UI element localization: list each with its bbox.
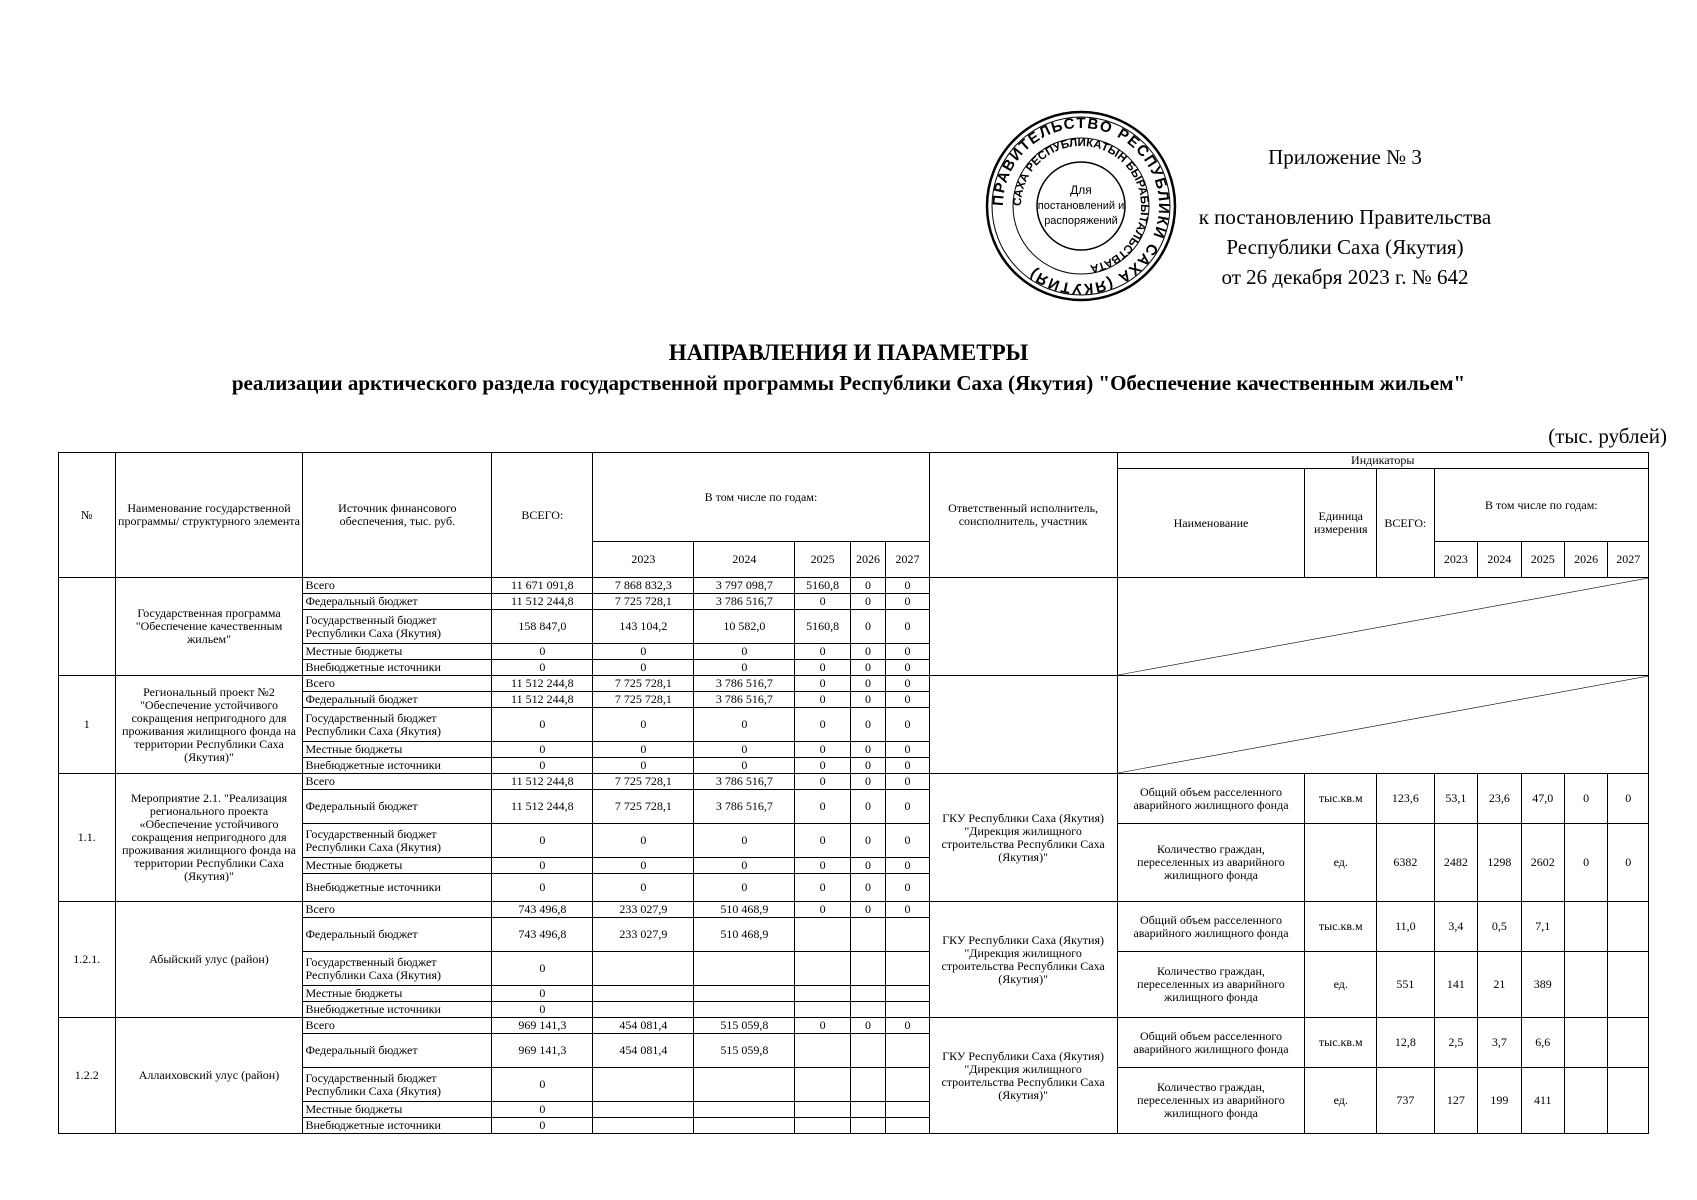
funding-year-value: 0 bbox=[795, 708, 851, 742]
funding-year-value bbox=[694, 1068, 795, 1102]
header-ind-year-2026: 2026 bbox=[1564, 542, 1607, 578]
header-year-2024: 2024 bbox=[694, 542, 795, 578]
funding-year-value bbox=[795, 952, 851, 986]
row-number: 1.1. bbox=[59, 774, 116, 902]
funding-year-value bbox=[850, 1102, 885, 1118]
funding-total: 0 bbox=[492, 1102, 593, 1118]
indicator-name: Количество граждан, переселенных из аварийного жилищного фонда bbox=[1117, 952, 1305, 1018]
funding-year-value: 0 bbox=[593, 644, 694, 660]
funding-year-value bbox=[850, 1068, 885, 1102]
indicators-crossed-out bbox=[1117, 578, 1648, 676]
funding-year-value: 0 bbox=[886, 858, 929, 874]
indicator-total: 123,6 bbox=[1377, 774, 1435, 824]
funding-year-value bbox=[886, 1034, 929, 1068]
funding-year-value: 0 bbox=[795, 660, 851, 676]
funding-source: Внебюджетные источники bbox=[303, 660, 492, 676]
row-number bbox=[59, 578, 116, 676]
funding-source: Федеральный бюджет bbox=[303, 692, 492, 708]
table-header bbox=[59, 453, 1649, 578]
funding-year-value: 0 bbox=[886, 758, 929, 774]
header-year-2023: 2023 bbox=[593, 542, 694, 578]
funding-total: 0 bbox=[492, 708, 593, 742]
indicator-year-value bbox=[1564, 952, 1607, 1018]
funding-total: 158 847,0 bbox=[492, 610, 593, 644]
indicator-year-value: 23,6 bbox=[1478, 774, 1521, 824]
indicator-name: Количество граждан, переселенных из аварийного жилищного фонда bbox=[1117, 1068, 1305, 1134]
indicator-year-value bbox=[1564, 1068, 1607, 1134]
funding-total: 11 671 091,8 bbox=[492, 578, 593, 594]
funding-year-value: 0 bbox=[694, 858, 795, 874]
funding-year-value bbox=[886, 1102, 929, 1118]
funding-source: Внебюджетные источники bbox=[303, 1118, 492, 1134]
funding-source: Внебюджетные источники bbox=[303, 874, 492, 902]
units-note: (тыс. рублей) bbox=[1548, 424, 1667, 448]
funding-year-value bbox=[850, 1034, 885, 1068]
funding-source: Федеральный бюджет bbox=[303, 594, 492, 610]
row-number: 1.2.1. bbox=[59, 902, 116, 1018]
indicator-name: Количество граждан, переселенных из аварийного жилищного фонда bbox=[1117, 824, 1305, 902]
funding-year-value: 0 bbox=[593, 742, 694, 758]
funding-year-value bbox=[886, 952, 929, 986]
funding-year-value: 0 bbox=[886, 676, 929, 692]
title-subtitle: реализации арктического раздела государственной программы Республики Саха (Якутия) "Обеспечение качественным жильем" bbox=[231, 371, 1466, 395]
funding-total: 0 bbox=[492, 758, 593, 774]
indicator-year-value: 47,0 bbox=[1521, 774, 1564, 824]
funding-year-value bbox=[593, 1118, 694, 1134]
header-indicator-by-years: В том числе по годам: bbox=[1434, 469, 1648, 542]
funding-year-value: 0 bbox=[850, 774, 885, 790]
funding-year-value: 7 725 728,1 bbox=[593, 774, 694, 790]
funding-source: Внебюджетные источники bbox=[303, 1002, 492, 1018]
funding-year-value: 0 bbox=[795, 774, 851, 790]
funding-year-value: 0 bbox=[593, 708, 694, 742]
funding-year-value bbox=[593, 986, 694, 1002]
funding-year-value: 0 bbox=[694, 874, 795, 902]
header-unit: Единица измерения bbox=[1305, 469, 1377, 578]
funding-year-value: 0 bbox=[850, 676, 885, 692]
responsible-executor: ГКУ Республики Саха (Якутия) "Дирекция жилищного строительства Республики Саха (Якутия)" bbox=[929, 774, 1117, 902]
funding-year-value: 0 bbox=[593, 758, 694, 774]
funding-year-value: 7 725 728,1 bbox=[593, 790, 694, 824]
funding-year-value: 0 bbox=[850, 660, 885, 676]
indicator-year-value: 0 bbox=[1564, 774, 1607, 824]
funding-source: Местные бюджеты bbox=[303, 1102, 492, 1118]
funding-year-value: 0 bbox=[850, 858, 885, 874]
funding-year-value: 454 081,4 bbox=[593, 1018, 694, 1034]
funding-year-value: 0 bbox=[795, 858, 851, 874]
indicator-year-value: 2482 bbox=[1434, 824, 1477, 902]
funding-year-value: 0 bbox=[886, 660, 929, 676]
funding-year-value bbox=[795, 1002, 851, 1018]
funding-year-value: 0 bbox=[886, 902, 929, 918]
indicator-year-value: 411 bbox=[1521, 1068, 1564, 1134]
funding-year-value: 0 bbox=[850, 692, 885, 708]
table-row bbox=[59, 578, 1649, 594]
funding-source: Государственный бюджет Республики Саха (Якутия) bbox=[303, 1068, 492, 1102]
indicator-total: 737 bbox=[1377, 1068, 1435, 1134]
header-ind-year-2023: 2023 bbox=[1434, 542, 1477, 578]
funding-source: Всего bbox=[303, 902, 492, 918]
official-seal-stamp bbox=[983, 108, 1179, 304]
header-total: ВСЕГО: bbox=[492, 453, 593, 578]
funding-total: 743 496,8 bbox=[492, 902, 593, 918]
svg-text:Для: Для bbox=[1070, 183, 1092, 197]
funding-source: Федеральный бюджет bbox=[303, 790, 492, 824]
document-title bbox=[0, 338, 1697, 398]
appendix-number: Приложение № 3 bbox=[1268, 145, 1422, 169]
funding-year-value bbox=[795, 1118, 851, 1134]
funding-year-value: 0 bbox=[795, 874, 851, 902]
indicator-total: 12,8 bbox=[1377, 1018, 1435, 1068]
funding-year-value bbox=[593, 952, 694, 986]
indicator-year-value bbox=[1608, 1068, 1649, 1134]
funding-source: Внебюджетные источники bbox=[303, 758, 492, 774]
funding-year-value: 0 bbox=[850, 644, 885, 660]
indicators-crossed-out bbox=[1117, 676, 1648, 774]
funding-year-value: 0 bbox=[795, 824, 851, 858]
funding-total: 0 bbox=[492, 986, 593, 1002]
funding-year-value bbox=[795, 918, 851, 952]
funding-total: 969 141,3 bbox=[492, 1034, 593, 1068]
indicator-year-value bbox=[1608, 1018, 1649, 1068]
funding-year-value: 0 bbox=[795, 742, 851, 758]
funding-year-value bbox=[886, 986, 929, 1002]
indicator-unit: тыс.кв.м bbox=[1305, 1018, 1377, 1068]
indicator-unit: тыс.кв.м bbox=[1305, 902, 1377, 952]
funding-year-value: 515 059,8 bbox=[694, 1034, 795, 1068]
funding-year-value: 0 bbox=[886, 594, 929, 610]
header-year-2026: 2026 bbox=[850, 542, 885, 578]
funding-year-value: 515 059,8 bbox=[694, 1018, 795, 1034]
table-row bbox=[59, 1018, 1649, 1034]
funding-year-value: 0 bbox=[886, 790, 929, 824]
indicator-name: Общий объем расселенного аварийного жилищного фонда bbox=[1117, 902, 1305, 952]
funding-source: Государственный бюджет Республики Саха (Якутия) bbox=[303, 610, 492, 644]
funding-year-value bbox=[694, 952, 795, 986]
indicator-year-value bbox=[1564, 1018, 1607, 1068]
svg-text:распоряжений: распоряжений bbox=[1044, 215, 1118, 227]
funding-year-value: 0 bbox=[593, 660, 694, 676]
header-year-2025: 2025 bbox=[795, 542, 851, 578]
funding-total: 0 bbox=[492, 742, 593, 758]
indicator-year-value: 3,4 bbox=[1434, 902, 1477, 952]
header-num: № bbox=[59, 453, 116, 578]
element-name: Аллаиховский улус (район) bbox=[115, 1018, 303, 1134]
funding-year-value: 3 786 516,7 bbox=[694, 594, 795, 610]
funding-year-value: 0 bbox=[795, 1018, 851, 1034]
funding-year-value bbox=[850, 1002, 885, 1018]
funding-total: 0 bbox=[492, 644, 593, 660]
funding-year-value bbox=[694, 986, 795, 1002]
row-number: 1.2.2 bbox=[59, 1018, 116, 1134]
indicator-year-value: 0 bbox=[1564, 824, 1607, 902]
funding-year-value: 0 bbox=[795, 676, 851, 692]
svg-text:постановлений и: постановлений и bbox=[1037, 200, 1125, 212]
funding-year-value: 0 bbox=[593, 874, 694, 902]
funding-source: Местные бюджеты bbox=[303, 742, 492, 758]
svg-text:САХА РЕСПУБЛИКАТЫН БЫРАБЫТАЛЬС: САХА РЕСПУБЛИКАТЫН БЫРАБЫТАЛЬСТВАТА bbox=[1011, 136, 1151, 275]
funding-year-value bbox=[795, 1068, 851, 1102]
funding-year-value: 0 bbox=[886, 1018, 929, 1034]
title-main: НАПРАВЛЕНИЯ И ПАРАМЕТРЫ bbox=[668, 340, 1029, 365]
funding-total: 0 bbox=[492, 824, 593, 858]
funding-year-value: 0 bbox=[886, 610, 929, 644]
funding-year-value: 0 bbox=[850, 874, 885, 902]
funding-year-value bbox=[795, 986, 851, 1002]
funding-year-value: 233 027,9 bbox=[593, 902, 694, 918]
indicator-year-value: 0 bbox=[1608, 824, 1649, 902]
funding-year-value bbox=[694, 1118, 795, 1134]
funding-year-value bbox=[850, 986, 885, 1002]
funding-year-value: 3 786 516,7 bbox=[694, 692, 795, 708]
funding-year-value: 0 bbox=[850, 790, 885, 824]
funding-year-value: 3 786 516,7 bbox=[694, 774, 795, 790]
funding-year-value: 0 bbox=[850, 902, 885, 918]
funding-year-value bbox=[593, 1002, 694, 1018]
indicator-name: Общий объем расселенного аварийного жилищного фонда bbox=[1117, 774, 1305, 824]
funding-source: Местные бюджеты bbox=[303, 858, 492, 874]
funding-year-value: 0 bbox=[850, 742, 885, 758]
header-indicator-total: ВСЕГО: bbox=[1377, 469, 1435, 578]
funding-year-value: 7 725 728,1 bbox=[593, 676, 694, 692]
funding-total: 0 bbox=[492, 858, 593, 874]
funding-total: 11 512 244,8 bbox=[492, 676, 593, 692]
funding-total: 0 bbox=[492, 1118, 593, 1134]
funding-year-value bbox=[795, 1102, 851, 1118]
funding-year-value: 0 bbox=[795, 594, 851, 610]
funding-total: 0 bbox=[492, 952, 593, 986]
funding-year-value bbox=[593, 1102, 694, 1118]
funding-year-value: 0 bbox=[694, 742, 795, 758]
funding-year-value bbox=[886, 1118, 929, 1134]
element-name: Мероприятие 2.1. "Реализация регионального проекта «Обеспечение устойчивого сокращения непригодного для проживания жилищного фонда на территории Республики Саха (Якутия)" bbox=[115, 774, 303, 902]
funding-year-value: 5160,8 bbox=[795, 610, 851, 644]
funding-year-value: 0 bbox=[694, 708, 795, 742]
indicator-unit: ед. bbox=[1305, 952, 1377, 1018]
funding-total: 0 bbox=[492, 660, 593, 676]
element-name: Государственная программа "Обеспечение качественным жильем" bbox=[115, 578, 303, 676]
indicator-name: Общий объем расселенного аварийного жилищного фонда bbox=[1117, 1018, 1305, 1068]
indicator-year-value bbox=[1608, 952, 1649, 1018]
svg-text:ПРАВИТЕЛЬСТВО РЕСПУБЛИКИ САХА: ПРАВИТЕЛЬСТВО РЕСПУБЛИКИ САХА (ЯКУТИЯ) bbox=[989, 114, 1173, 298]
header-by-years: В том числе по годам: bbox=[593, 453, 929, 542]
funding-year-value: 0 bbox=[694, 824, 795, 858]
funding-total: 743 496,8 bbox=[492, 918, 593, 952]
funding-year-value: 510 468,9 bbox=[694, 918, 795, 952]
indicator-unit: ед. bbox=[1305, 824, 1377, 902]
funding-year-value: 0 bbox=[850, 758, 885, 774]
indicator-year-value: 2,5 bbox=[1434, 1018, 1477, 1068]
funding-year-value bbox=[795, 1034, 851, 1068]
funding-total: 0 bbox=[492, 874, 593, 902]
funding-year-value: 7 725 728,1 bbox=[593, 692, 694, 708]
funding-year-value: 0 bbox=[850, 824, 885, 858]
funding-year-value: 0 bbox=[886, 774, 929, 790]
funding-year-value bbox=[886, 1068, 929, 1102]
funding-year-value bbox=[694, 1102, 795, 1118]
indicator-year-value: 0 bbox=[1608, 774, 1649, 824]
indicator-year-value bbox=[1564, 902, 1607, 952]
responsible-executor: ГКУ Республики Саха (Якутия) "Дирекция жилищного строительства Республики Саха (Якутия)" bbox=[929, 1018, 1117, 1134]
header-indicator-name: Наименование bbox=[1117, 469, 1305, 578]
funding-year-value: 0 bbox=[850, 594, 885, 610]
indicator-unit: ед. bbox=[1305, 1068, 1377, 1134]
indicator-total: 551 bbox=[1377, 952, 1435, 1018]
funding-year-value bbox=[850, 918, 885, 952]
indicator-year-value: 1298 bbox=[1478, 824, 1521, 902]
funding-table bbox=[58, 452, 1649, 1134]
funding-year-value: 0 bbox=[795, 790, 851, 824]
funding-year-value: 233 027,9 bbox=[593, 918, 694, 952]
funding-source: Государственный бюджет Республики Саха (Якутия) bbox=[303, 708, 492, 742]
indicator-year-value: 7,1 bbox=[1521, 902, 1564, 952]
funding-year-value bbox=[850, 952, 885, 986]
indicator-year-value: 2602 bbox=[1521, 824, 1564, 902]
indicator-year-value bbox=[1608, 902, 1649, 952]
header-indicators: Индикаторы bbox=[1117, 453, 1648, 469]
indicator-year-value: 21 bbox=[1478, 952, 1521, 1018]
funding-source: Всего bbox=[303, 676, 492, 692]
funding-year-value: 3 786 516,7 bbox=[694, 790, 795, 824]
funding-year-value: 0 bbox=[886, 874, 929, 902]
indicator-year-value: 53,1 bbox=[1434, 774, 1477, 824]
indicator-year-value: 0,5 bbox=[1478, 902, 1521, 952]
funding-total: 11 512 244,8 bbox=[492, 692, 593, 708]
funding-year-value: 3 786 516,7 bbox=[694, 676, 795, 692]
funding-source: Всего bbox=[303, 774, 492, 790]
responsible-empty bbox=[929, 578, 1117, 676]
diagonal-strike-line bbox=[1118, 578, 1648, 675]
header-source: Источник финансового обеспечения, тыс. руб. bbox=[303, 453, 492, 578]
indicator-year-value: 199 bbox=[1478, 1068, 1521, 1134]
funding-source: Местные бюджеты bbox=[303, 986, 492, 1002]
funding-year-value bbox=[850, 1118, 885, 1134]
header-ind-year-2024: 2024 bbox=[1478, 542, 1521, 578]
funding-total: 0 bbox=[492, 1068, 593, 1102]
funding-year-value: 0 bbox=[850, 708, 885, 742]
funding-year-value bbox=[694, 1002, 795, 1018]
funding-total: 11 512 244,8 bbox=[492, 790, 593, 824]
funding-year-value: 10 582,0 bbox=[694, 610, 795, 644]
funding-year-value: 0 bbox=[886, 578, 929, 594]
funding-year-value: 0 bbox=[886, 708, 929, 742]
row-number: 1 bbox=[59, 676, 116, 774]
funding-year-value: 3 797 098,7 bbox=[694, 578, 795, 594]
header-year-2027: 2027 bbox=[886, 542, 929, 578]
appendix-decree-line: к постановлению Правительства bbox=[1198, 205, 1492, 229]
header-ind-year-2027: 2027 bbox=[1608, 542, 1649, 578]
funding-year-value: 0 bbox=[694, 660, 795, 676]
table-row bbox=[59, 774, 1649, 790]
element-name: Региональный проект №2 "Обеспечение устойчивого сокращения непригодного для проживания жилищного фонда на территории Республики Саха (Якутия)" bbox=[115, 676, 303, 774]
header-name: Наименование государственной программы/ структурного элемента bbox=[115, 453, 303, 578]
indicator-year-value: 6,6 bbox=[1521, 1018, 1564, 1068]
indicator-unit: тыс.кв.м bbox=[1305, 774, 1377, 824]
funding-year-value: 0 bbox=[694, 644, 795, 660]
appendix-heading bbox=[1180, 142, 1510, 292]
funding-year-value: 0 bbox=[886, 644, 929, 660]
funding-year-value bbox=[593, 1068, 694, 1102]
diagonal-strike-line bbox=[1118, 676, 1648, 773]
funding-total: 11 512 244,8 bbox=[492, 774, 593, 790]
funding-year-value: 7 725 728,1 bbox=[593, 594, 694, 610]
indicator-year-value: 389 bbox=[1521, 952, 1564, 1018]
funding-year-value: 0 bbox=[593, 824, 694, 858]
funding-year-value: 143 104,2 bbox=[593, 610, 694, 644]
appendix-date-line: от 26 декабря 2023 г. № 642 bbox=[1221, 265, 1469, 289]
table-body bbox=[59, 578, 1649, 1134]
funding-year-value: 0 bbox=[795, 758, 851, 774]
funding-year-value: 0 bbox=[795, 902, 851, 918]
funding-total: 969 141,3 bbox=[492, 1018, 593, 1034]
header-responsible: Ответственный исполнитель, соисполнитель, участник bbox=[929, 453, 1117, 578]
funding-year-value: 0 bbox=[886, 692, 929, 708]
funding-year-value bbox=[886, 1002, 929, 1018]
funding-source: Государственный бюджет Республики Саха (Якутия) bbox=[303, 824, 492, 858]
indicator-total: 11,0 bbox=[1377, 902, 1435, 952]
responsible-empty bbox=[929, 676, 1117, 774]
responsible-executor: ГКУ Республики Саха (Якутия) "Дирекция жилищного строительства Республики Саха (Якутия)" bbox=[929, 902, 1117, 1018]
funding-source: Местные бюджеты bbox=[303, 644, 492, 660]
funding-year-value: 0 bbox=[886, 824, 929, 858]
funding-year-value bbox=[886, 918, 929, 952]
funding-year-value: 0 bbox=[850, 610, 885, 644]
table-row bbox=[59, 902, 1649, 918]
funding-total: 11 512 244,8 bbox=[492, 594, 593, 610]
appendix-republic-line: Республики Саха (Якутия) bbox=[1226, 235, 1464, 259]
funding-year-value: 0 bbox=[593, 858, 694, 874]
funding-year-value: 510 468,9 bbox=[694, 902, 795, 918]
funding-year-value: 5160,8 bbox=[795, 578, 851, 594]
funding-year-value: 7 868 832,3 bbox=[593, 578, 694, 594]
indicator-year-value: 127 bbox=[1434, 1068, 1477, 1134]
funding-year-value: 0 bbox=[795, 644, 851, 660]
funding-year-value: 0 bbox=[694, 758, 795, 774]
funding-source: Федеральный бюджет bbox=[303, 1034, 492, 1068]
table-row bbox=[59, 676, 1649, 692]
funding-source: Всего bbox=[303, 578, 492, 594]
funding-year-value: 0 bbox=[886, 742, 929, 758]
element-name: Абыйский улус (район) bbox=[115, 902, 303, 1018]
funding-year-value: 0 bbox=[850, 1018, 885, 1034]
indicator-year-value: 3,7 bbox=[1478, 1018, 1521, 1068]
funding-total: 0 bbox=[492, 1002, 593, 1018]
header-ind-year-2025: 2025 bbox=[1521, 542, 1564, 578]
funding-source: Государственный бюджет Республики Саха (Якутия) bbox=[303, 952, 492, 986]
funding-year-value: 0 bbox=[850, 578, 885, 594]
funding-source: Всего bbox=[303, 1018, 492, 1034]
funding-year-value: 454 081,4 bbox=[593, 1034, 694, 1068]
funding-year-value: 0 bbox=[795, 692, 851, 708]
funding-source: Федеральный бюджет bbox=[303, 918, 492, 952]
indicator-total: 6382 bbox=[1377, 824, 1435, 902]
indicator-year-value: 141 bbox=[1434, 952, 1477, 1018]
